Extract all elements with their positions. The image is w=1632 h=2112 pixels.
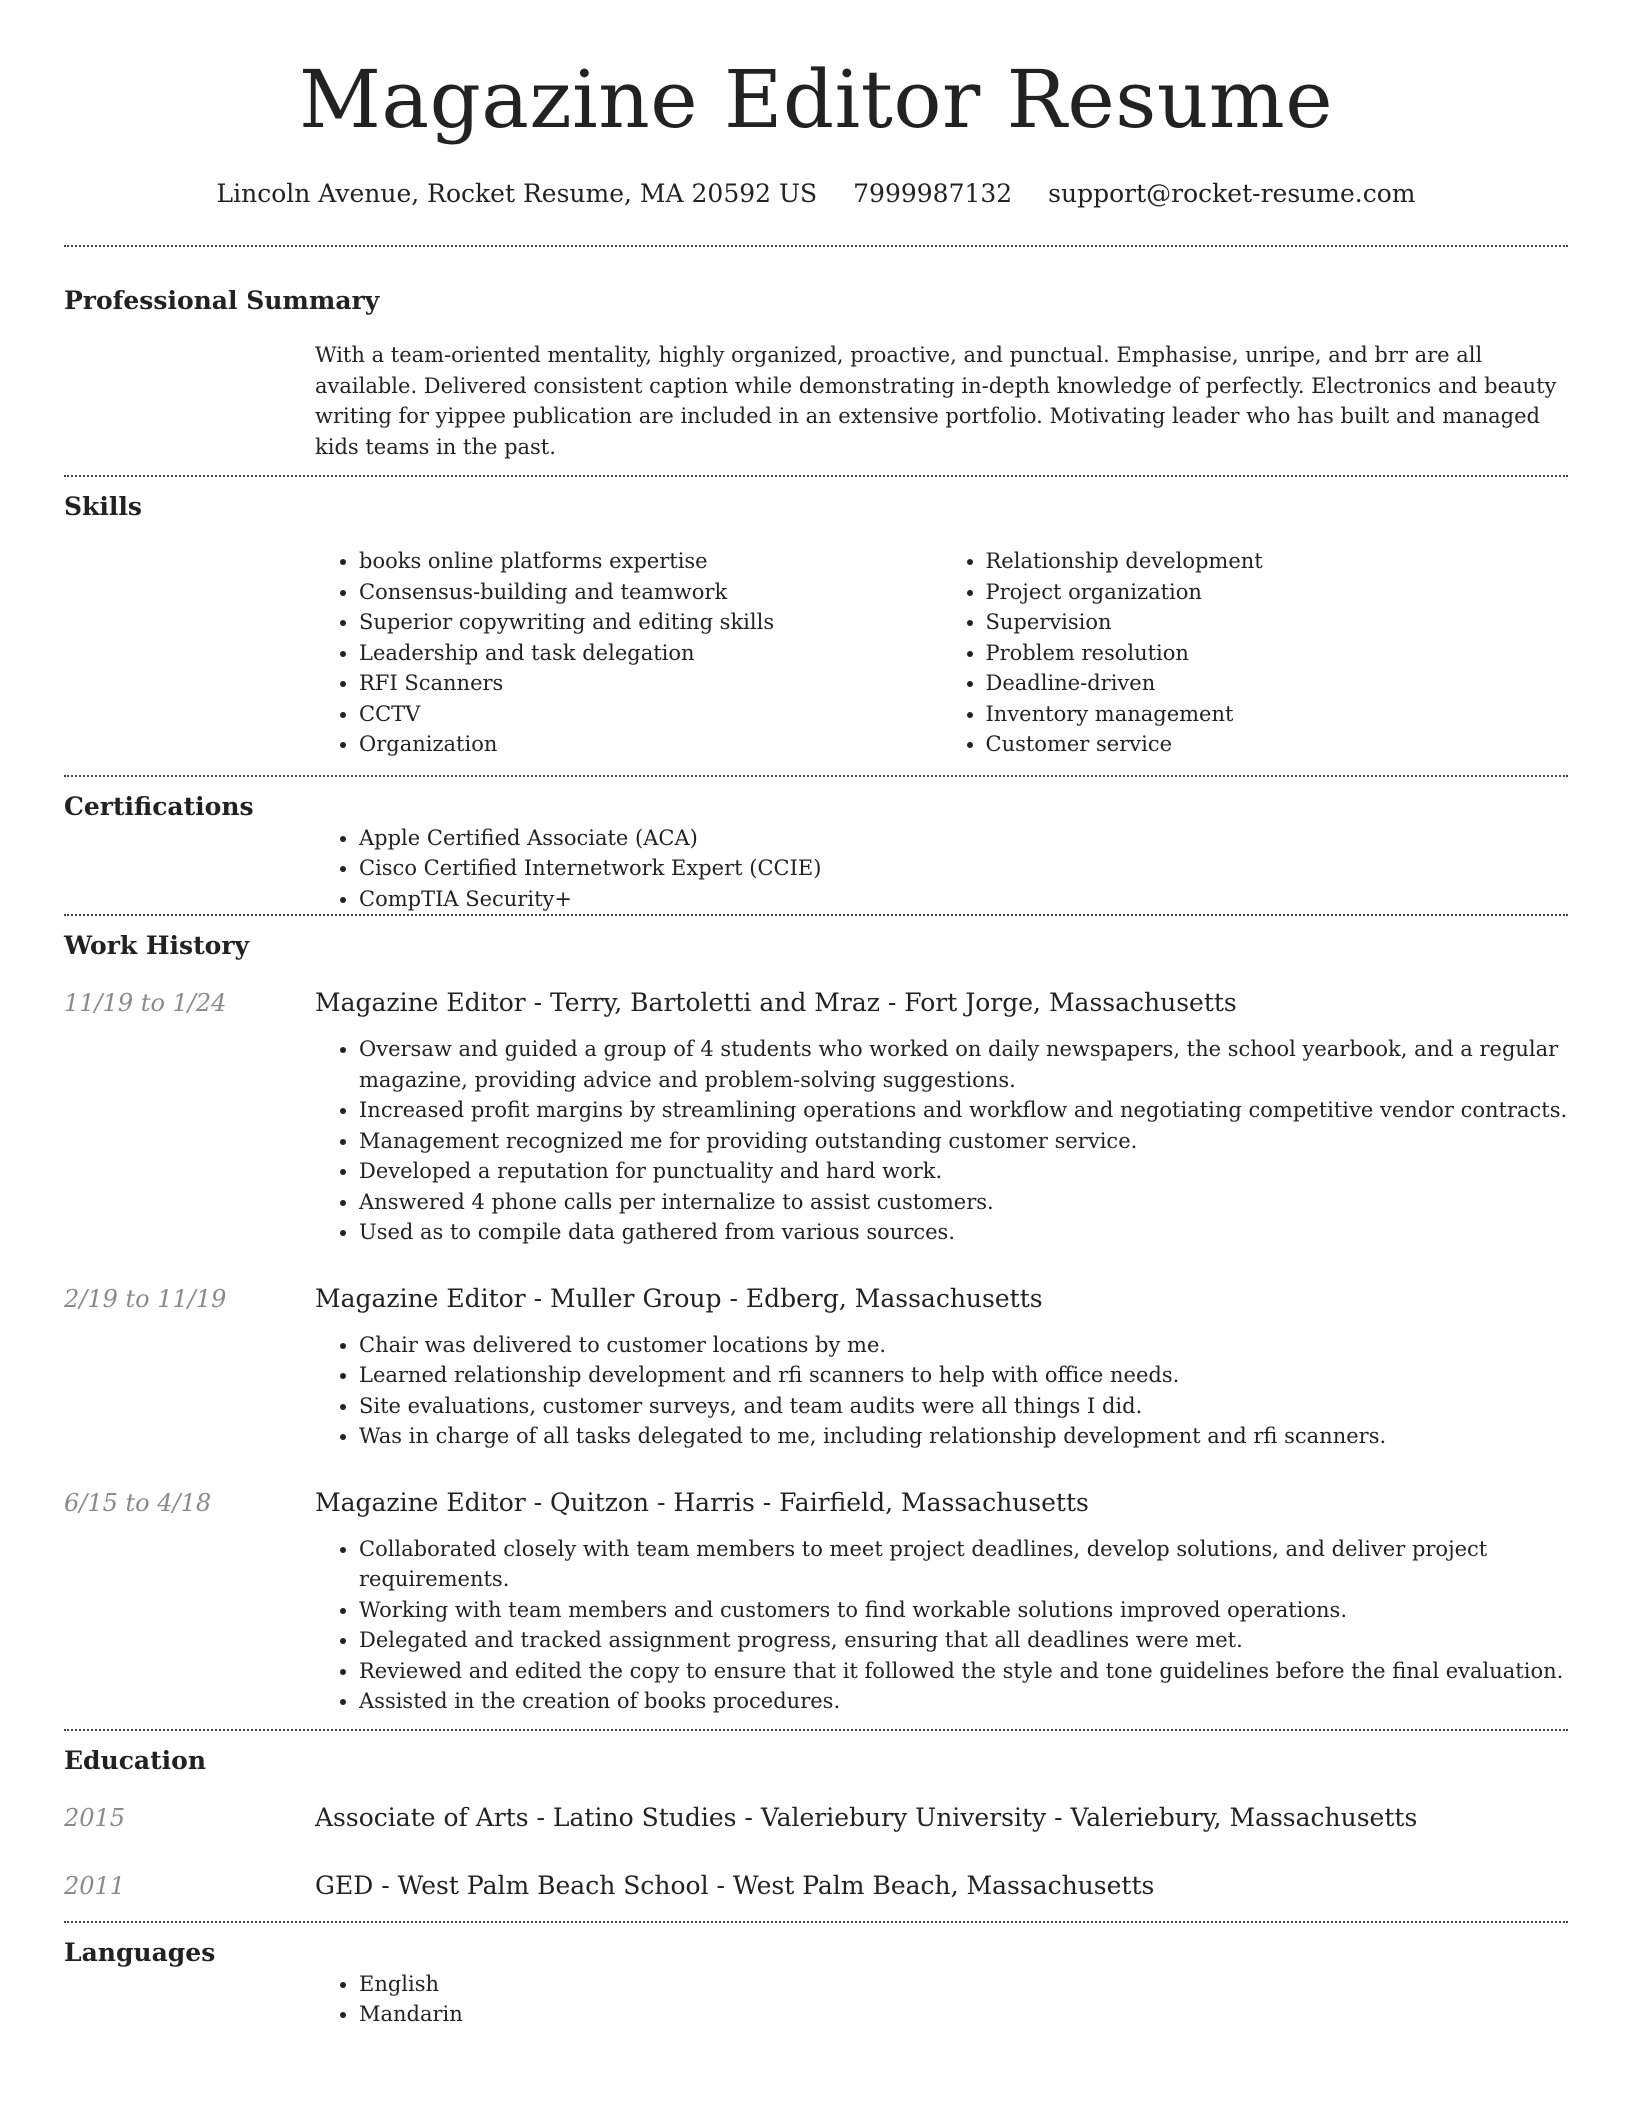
contact-email: support@rocket-resume.com (1048, 179, 1416, 208)
section-heading-summary: Professional Summary (64, 286, 380, 315)
contact-line (64, 178, 1568, 210)
list-item: • Apple Certified Associate (ACA) (359, 823, 1568, 854)
job-headline: Magazine Editor - Muller Group - Edberg, Massachusetts (315, 1283, 1043, 1313)
list-item: • Assisted in the creation of books procedures. (359, 1686, 1568, 1717)
education-year: 2015 (64, 1803, 126, 1832)
education-entry (64, 1801, 1568, 1835)
list-item: • Mandarin (359, 1999, 1568, 2030)
list-item: • Supervision (986, 607, 1569, 638)
list-item: • Consensus-building and teamwork (359, 577, 942, 608)
list-item: • Organization (359, 729, 942, 760)
education-headline: Associate of Arts - Latino Studies - Valeriebury University - Valeriebury, Massachusetts (315, 1802, 1418, 1832)
languages-section (64, 1923, 1568, 2030)
list-item: • Used as to compile data gathered from various sources. (359, 1217, 1568, 1248)
job-dates: 2/19 to 11/19 (64, 1284, 227, 1313)
job-headline: Magazine Editor - Terry, Bartoletti and Mraz - Fort Jorge, Massachusetts (315, 988, 1237, 1017)
list-item: • English (359, 1969, 1568, 2000)
job-entry (64, 1282, 1568, 1452)
certifications-section (64, 777, 1568, 915)
list-item: • Reviewed and edited the copy to ensure that it followed the style and tone guidelines before the final evaluation. (359, 1656, 1568, 1687)
list-item: • Inventory management (986, 699, 1569, 730)
skills-list-left (315, 546, 942, 760)
list-item: • Learned relationship development and rfi scanners to help with office needs. (359, 1360, 1568, 1391)
list-item: • Customer service (986, 729, 1569, 760)
job-dates: 11/19 to 1/24 (64, 989, 227, 1017)
job-bullets (315, 1330, 1568, 1452)
job-entry (64, 1486, 1568, 1717)
list-item: • books online platforms expertise (359, 546, 942, 577)
education-entry (64, 1869, 1568, 1903)
job-bullets (315, 1534, 1568, 1717)
list-item: • Delegated and tracked assignment progress, ensuring that all deadlines were met. (359, 1625, 1568, 1656)
list-item: • Deadline-driven (986, 668, 1569, 699)
summary-text: With a team-oriented mentality, highly organized, proactive, and punctual. Emphasise, unripe, and brr are all available. Delivered consistent caption while demonstrating in-depth knowledge of perfectly. Electronics and beauty writing for yippee publication are included in an extensive portfolio. Motivating leader who has built and managed kids teams in the past. (315, 343, 1557, 459)
skills-section (64, 477, 1568, 760)
section-heading-certifications: Certifications (64, 791, 254, 821)
summary-section (64, 247, 1568, 462)
list-item: • Cisco Certified Internetwork Expert (CCIE) (359, 853, 1568, 884)
list-item: • Superior copywriting and editing skills (359, 607, 942, 638)
list-item: • Management recognized me for providing outstanding customer service. (359, 1126, 1568, 1157)
work-history-section (64, 916, 1568, 1729)
section-heading-education: Education (64, 1745, 207, 1775)
list-item: • Leadership and task delegation (359, 638, 942, 669)
list-item: • Problem resolution (986, 638, 1569, 669)
list-item: • Site evaluations, customer surveys, and team audits were all things I did. (359, 1391, 1568, 1422)
list-item: • Answered 4 phone calls per internalize to assist customers. (359, 1187, 1568, 1218)
list-item: • CCTV (359, 699, 942, 730)
certifications-list (315, 823, 1568, 915)
education-headline: GED - West Palm Beach School - West Palm Beach, Massachusetts (315, 1870, 1155, 1900)
list-item: • Chair was delivered to customer locations by me. (359, 1330, 1568, 1361)
list-item: • Was in charge of all tasks delegated to me, including relationship development and rfi scanners. (359, 1421, 1568, 1452)
contact-address: Lincoln Avenue, Rocket Resume, MA 20592 US (216, 179, 818, 208)
job-bullets (315, 1034, 1568, 1248)
list-item: • Developed a reputation for punctuality and hard work. (359, 1156, 1568, 1187)
education-section (64, 1731, 1568, 1921)
list-item: • Oversaw and guided a group of 4 students who worked on daily newspapers, the school yearbook, and a regular magazine, providing advice and problem-solving suggestions. (359, 1034, 1568, 1095)
list-item: • Working with team members and customers to find workable solutions improved operations. (359, 1595, 1568, 1626)
list-item: • Relationship development (986, 546, 1569, 577)
list-item: • Increased profit margins by streamlining operations and workflow and negotiating competitive vendor contracts. (359, 1095, 1568, 1126)
resume-title: Magazine Editor Resume (298, 53, 1334, 146)
section-heading-languages: Languages (64, 1937, 216, 1967)
contact-phone: 7999987132 (853, 179, 1013, 208)
skills-list-right (942, 546, 1569, 760)
job-entry (64, 986, 1568, 1248)
list-item: • Collaborated closely with team members to meet project deadlines, develop solutions, and deliver project requirements. (359, 1534, 1568, 1595)
job-headline: Magazine Editor - Quitzon - Harris - Fairfield, Massachusetts (315, 1487, 1089, 1517)
list-item: • RFI Scanners (359, 668, 942, 699)
job-dates: 6/15 to 4/18 (64, 1488, 212, 1517)
section-heading-work-history: Work History (64, 931, 250, 960)
list-item: • Project organization (986, 577, 1569, 608)
languages-list (315, 1969, 1568, 2030)
section-heading-skills: Skills (64, 492, 142, 521)
education-year: 2011 (64, 1871, 126, 1900)
list-item: • CompTIA Security+ (359, 884, 1568, 915)
